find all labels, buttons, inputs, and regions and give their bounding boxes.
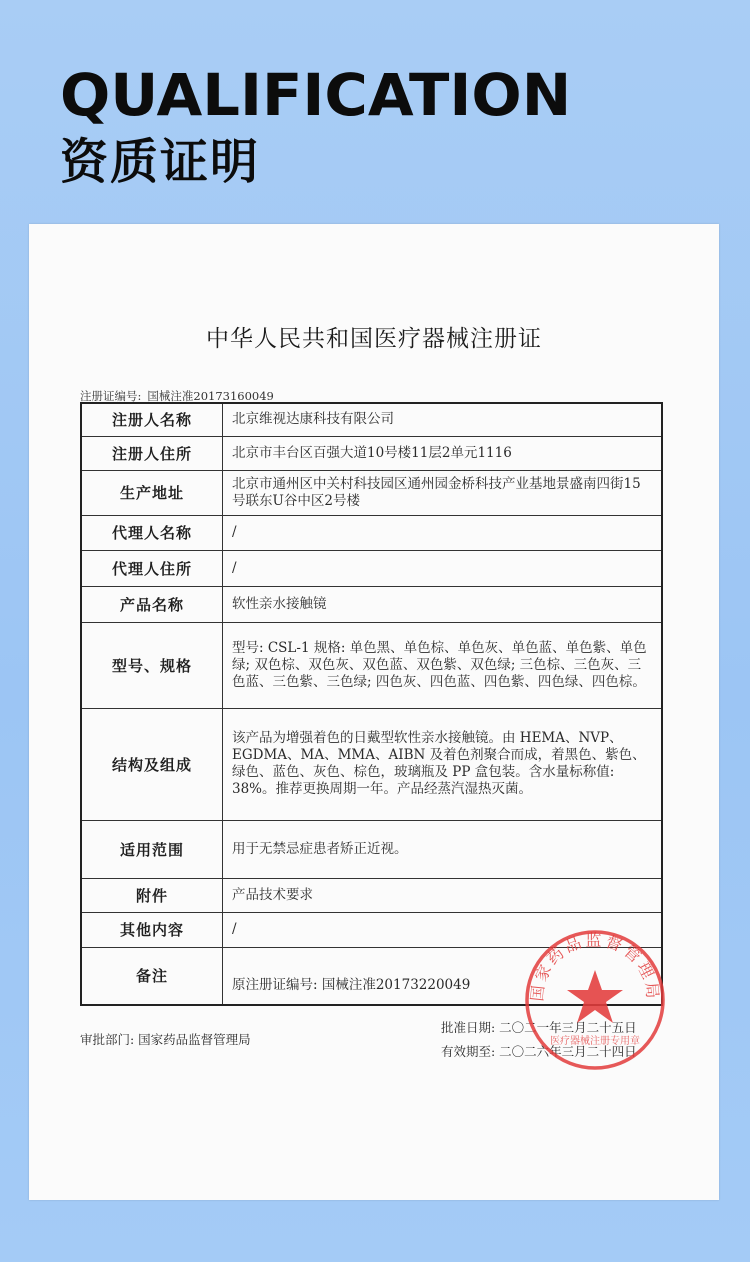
table-row bbox=[81, 622, 662, 708]
row-label: 备注 bbox=[81, 947, 223, 1005]
hero-title-english: QUALIFICATION bbox=[60, 61, 572, 129]
row-value: 产品技术要求 bbox=[223, 878, 663, 912]
row-value: 北京市丰台区百强大道10号楼11层2单元1116 bbox=[223, 436, 663, 470]
table-row bbox=[81, 436, 662, 470]
table-row bbox=[81, 515, 662, 550]
certificate-title: 中华人民共和国医疗器械注册证 bbox=[206, 326, 542, 352]
row-label: 型号、规格 bbox=[81, 622, 223, 708]
row-label: 附件 bbox=[81, 878, 223, 912]
row-value: 北京市通州区中关村科技园区通州园金桥科技产业基地景盛南四街15号联东U谷中区2号楼 bbox=[223, 470, 663, 515]
table-row bbox=[81, 878, 662, 912]
approval-date: 批准日期: 二〇二一年三月二十五日 bbox=[441, 1020, 637, 1035]
row-label: 生产地址 bbox=[81, 470, 223, 515]
row-label: 结构及组成 bbox=[81, 708, 223, 820]
table-row bbox=[81, 550, 662, 586]
row-value: / bbox=[223, 550, 663, 586]
row-value: / bbox=[223, 912, 663, 947]
row-label: 适用范围 bbox=[81, 820, 223, 878]
table-row bbox=[81, 586, 662, 622]
row-value: 原注册证编号: 国械注准20173220049 bbox=[223, 947, 663, 1005]
certificate-table bbox=[80, 402, 663, 1006]
hero-header bbox=[60, 61, 572, 194]
seal-text: 国家药品监督管理局 bbox=[527, 930, 663, 1003]
table-row bbox=[81, 403, 662, 436]
row-label: 其他内容 bbox=[81, 912, 223, 947]
row-label: 注册人名称 bbox=[81, 403, 223, 436]
valid-until-date: 有效期至: 二〇二六年三月二十四日 bbox=[441, 1044, 637, 1059]
row-value: 该产品为增强着色的日戴型软性亲水接触镜。由 HEMA、NVP、EGDMA、MA、MMA、AIBN 及着色剂聚合而成，着黑色、紫色、绿色、蓝色、灰色、棕色，玻璃瓶及 PP 盒包装。含水量标称值: 38%。推荐更换周期一年。产品经蒸汽湿热灭菌。 bbox=[223, 708, 663, 820]
official-seal-icon bbox=[521, 926, 669, 1074]
row-value: 北京维视达康科技有限公司 bbox=[223, 403, 663, 436]
row-value: / bbox=[223, 515, 663, 550]
row-label: 代理人名称 bbox=[81, 515, 223, 550]
seal-subtext: 医疗器械注册专用章 bbox=[550, 1036, 640, 1047]
row-label: 代理人住所 bbox=[81, 550, 223, 586]
certificate-document bbox=[29, 224, 719, 1200]
registration-number-value: 国械注准20173160049 bbox=[147, 389, 274, 403]
approval-department: 审批部门: 国家药品监督管理局 bbox=[80, 1032, 251, 1047]
table-row bbox=[81, 820, 662, 878]
row-value: 用于无禁忌症患者矫正近视。 bbox=[223, 820, 663, 878]
table-row bbox=[81, 708, 662, 820]
hero-title-chinese: 资质证明 bbox=[60, 134, 261, 190]
row-value: 型号: CSL-1 规格: 单色黑、单色棕、单色灰、单色蓝、单色紫、单色绿; 双色棕、双色灰、双色蓝、双色紫、双色绿; 三色棕、三色灰、三色蓝、三色紫、三色绿; 四色灰、四色蓝、四色紫、四色绿、四色棕。 bbox=[223, 622, 663, 708]
row-label: 注册人住所 bbox=[81, 436, 223, 470]
row-value: 软性亲水接触镜 bbox=[223, 586, 663, 622]
registration-number-label: 注册证编号: bbox=[80, 389, 142, 403]
row-label: 产品名称 bbox=[81, 586, 223, 622]
table-row bbox=[81, 470, 662, 515]
